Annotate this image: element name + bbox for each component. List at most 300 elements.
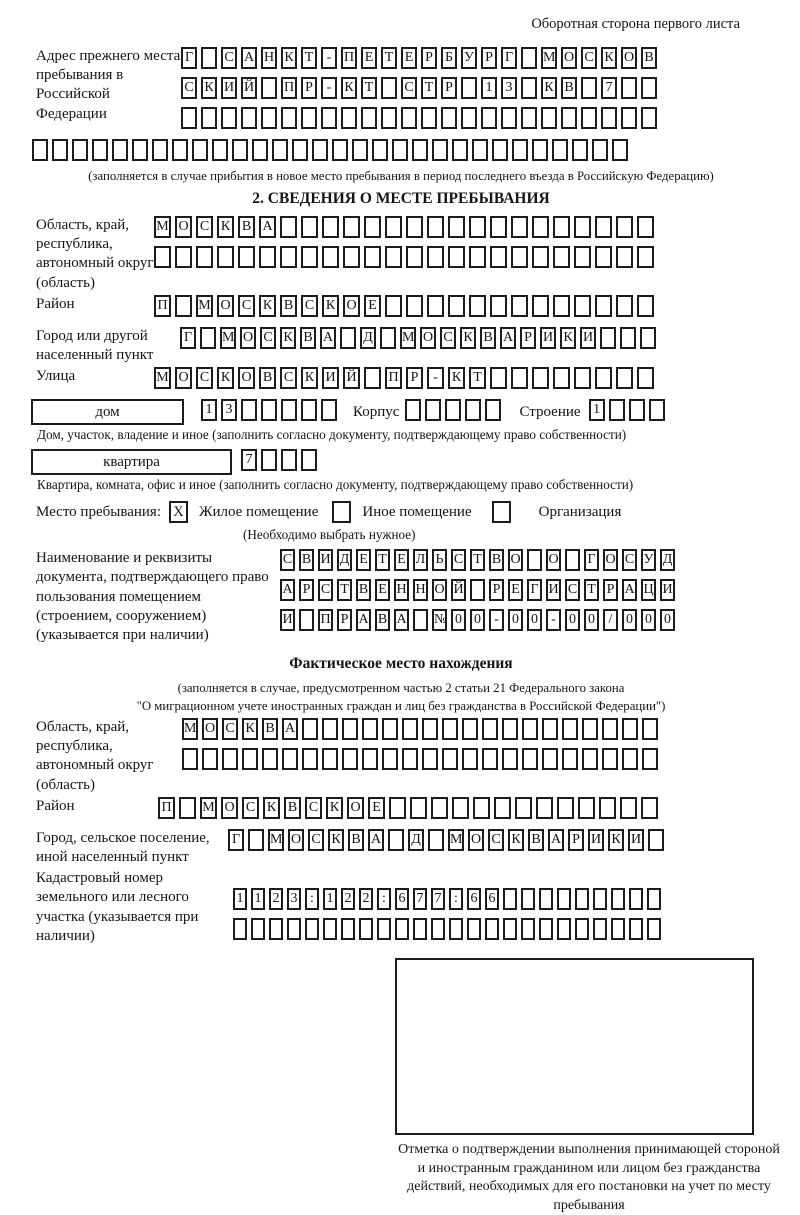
char-cell[interactable]	[172, 139, 188, 161]
char-cell[interactable]: А	[622, 579, 637, 601]
char-cell[interactable]: К	[217, 216, 234, 238]
char-cell[interactable]	[532, 367, 549, 389]
char-cell[interactable]: Г	[527, 579, 542, 601]
char-cell[interactable]	[601, 107, 617, 129]
char-cell[interactable]: А	[356, 609, 371, 631]
char-cell[interactable]	[552, 139, 568, 161]
char-cell[interactable]	[181, 107, 197, 129]
char-cell[interactable]: Д	[337, 549, 352, 571]
char-cell[interactable]: О	[288, 829, 304, 851]
char-cell[interactable]: О	[238, 367, 255, 389]
char-cell[interactable]: 1	[251, 888, 265, 910]
char-cell[interactable]	[112, 139, 128, 161]
char-cell[interactable]	[152, 139, 168, 161]
char-cell[interactable]	[401, 107, 417, 129]
char-cell[interactable]: В	[238, 216, 255, 238]
char-cell[interactable]: В	[641, 47, 657, 69]
char-cell[interactable]	[622, 718, 638, 740]
char-cell[interactable]	[388, 829, 404, 851]
char-cell[interactable]: Р	[520, 327, 536, 349]
char-cell[interactable]: 1	[589, 399, 605, 421]
char-cell[interactable]	[201, 107, 217, 129]
char-cell[interactable]	[629, 399, 645, 421]
char-cell[interactable]	[462, 748, 478, 770]
char-cell[interactable]: Е	[356, 549, 371, 571]
char-cell[interactable]	[382, 718, 398, 740]
char-cell[interactable]	[322, 246, 339, 268]
char-cell[interactable]: -	[321, 77, 337, 99]
char-cell[interactable]: В	[300, 327, 316, 349]
char-cell[interactable]	[521, 47, 537, 69]
char-cell[interactable]: Е	[401, 47, 417, 69]
char-cell[interactable]	[637, 295, 654, 317]
char-cell[interactable]	[467, 918, 481, 940]
char-cell[interactable]: К	[341, 77, 357, 99]
char-cell[interactable]: А	[320, 327, 336, 349]
char-cell[interactable]	[469, 295, 486, 317]
char-cell[interactable]: С	[181, 77, 197, 99]
char-cell[interactable]	[602, 718, 618, 740]
char-cell[interactable]	[262, 748, 278, 770]
char-cell[interactable]	[641, 107, 657, 129]
char-cell[interactable]	[461, 107, 477, 129]
char-cell[interactable]	[611, 918, 625, 940]
char-cell[interactable]	[539, 888, 553, 910]
char-cell[interactable]	[233, 918, 247, 940]
char-cell[interactable]: 6	[395, 888, 409, 910]
char-cell[interactable]	[385, 295, 402, 317]
char-cell[interactable]	[259, 246, 276, 268]
char-cell[interactable]: Т	[375, 549, 390, 571]
char-cell[interactable]: 0	[527, 609, 542, 631]
char-cell[interactable]: С	[318, 579, 333, 601]
char-cell[interactable]: Л	[413, 549, 428, 571]
char-cell[interactable]: Г	[584, 549, 599, 571]
char-cell[interactable]: О	[221, 797, 238, 819]
char-cell[interactable]: Н	[413, 579, 428, 601]
char-cell[interactable]	[343, 216, 360, 238]
char-cell[interactable]	[629, 888, 643, 910]
char-cell[interactable]	[380, 327, 396, 349]
char-cell[interactable]	[562, 748, 578, 770]
char-cell[interactable]	[232, 139, 248, 161]
char-cell[interactable]	[512, 139, 528, 161]
char-cell[interactable]	[553, 216, 570, 238]
char-cell[interactable]: Р	[568, 829, 584, 851]
char-cell[interactable]	[406, 295, 423, 317]
char-cell[interactable]	[431, 918, 445, 940]
char-cell[interactable]	[593, 888, 607, 910]
char-cell[interactable]	[182, 748, 198, 770]
char-cell[interactable]	[452, 797, 469, 819]
char-cell[interactable]	[575, 888, 589, 910]
char-cell[interactable]: Г	[180, 327, 196, 349]
char-cell[interactable]	[406, 216, 423, 238]
char-cell[interactable]: 0	[584, 609, 599, 631]
char-cell[interactable]	[575, 918, 589, 940]
char-cell[interactable]	[532, 216, 549, 238]
char-cell[interactable]	[448, 216, 465, 238]
char-cell[interactable]	[202, 748, 218, 770]
char-cell[interactable]: Б	[441, 47, 457, 69]
char-cell[interactable]	[280, 246, 297, 268]
char-cell[interactable]: Р	[337, 609, 352, 631]
char-cell[interactable]	[132, 139, 148, 161]
char-cell[interactable]	[32, 139, 48, 161]
char-cell[interactable]: Р	[299, 579, 314, 601]
char-cell[interactable]	[323, 918, 337, 940]
char-cell[interactable]	[201, 47, 217, 69]
char-cell[interactable]	[192, 139, 208, 161]
char-cell[interactable]	[175, 246, 192, 268]
char-cell[interactable]	[287, 918, 301, 940]
char-cell[interactable]	[470, 579, 485, 601]
char-cell[interactable]: 0	[641, 609, 656, 631]
char-cell[interactable]: В	[356, 579, 371, 601]
char-cell[interactable]: С	[242, 797, 259, 819]
char-cell[interactable]	[269, 918, 283, 940]
char-cell[interactable]	[647, 888, 661, 910]
char-cell[interactable]: 0	[565, 609, 580, 631]
char-cell[interactable]	[372, 139, 388, 161]
char-cell[interactable]	[522, 748, 538, 770]
char-cell[interactable]: В	[528, 829, 544, 851]
char-cell[interactable]: Й	[343, 367, 360, 389]
char-cell[interactable]: 1	[233, 888, 247, 910]
char-cell[interactable]: К	[601, 47, 617, 69]
char-cell[interactable]: П	[281, 77, 297, 99]
char-cell[interactable]	[582, 748, 598, 770]
char-cell[interactable]	[521, 888, 535, 910]
char-cell[interactable]: Г	[501, 47, 517, 69]
char-cell[interactable]	[462, 718, 478, 740]
char-cell[interactable]: /	[603, 609, 618, 631]
char-cell[interactable]	[616, 246, 633, 268]
char-cell[interactable]: С	[221, 47, 237, 69]
char-cell[interactable]	[200, 327, 216, 349]
char-cell[interactable]: -	[321, 47, 337, 69]
char-cell[interactable]: Р	[406, 367, 423, 389]
char-cell[interactable]	[382, 748, 398, 770]
char-cell[interactable]	[511, 246, 528, 268]
char-cell[interactable]	[342, 748, 358, 770]
char-cell[interactable]: О	[175, 367, 192, 389]
char-cell[interactable]	[272, 139, 288, 161]
char-cell[interactable]: О	[561, 47, 577, 69]
char-cell[interactable]: С	[581, 47, 597, 69]
char-cell[interactable]: П	[154, 295, 171, 317]
char-cell[interactable]: В	[561, 77, 577, 99]
char-cell[interactable]: Ь	[432, 549, 447, 571]
char-cell[interactable]	[175, 295, 192, 317]
char-cell[interactable]	[292, 139, 308, 161]
char-cell[interactable]	[179, 797, 196, 819]
char-cell[interactable]: :	[449, 888, 463, 910]
char-cell[interactable]: О	[217, 295, 234, 317]
char-cell[interactable]: 1	[201, 399, 217, 421]
char-cell[interactable]: 0	[622, 609, 637, 631]
char-cell[interactable]: О	[546, 549, 561, 571]
char-cell[interactable]	[469, 246, 486, 268]
char-cell[interactable]: :	[377, 888, 391, 910]
char-cell[interactable]	[431, 797, 448, 819]
char-cell[interactable]: 0	[508, 609, 523, 631]
char-cell[interactable]: Е	[375, 579, 390, 601]
char-cell[interactable]	[449, 918, 463, 940]
char-cell[interactable]: Е	[394, 549, 409, 571]
char-cell[interactable]: Т	[381, 47, 397, 69]
char-cell[interactable]	[238, 246, 255, 268]
char-cell[interactable]	[448, 246, 465, 268]
char-cell[interactable]: С	[196, 367, 213, 389]
char-cell[interactable]	[281, 107, 297, 129]
char-cell[interactable]	[620, 797, 637, 819]
char-cell[interactable]	[352, 139, 368, 161]
char-cell[interactable]	[251, 918, 265, 940]
char-cell[interactable]	[465, 399, 481, 421]
char-cell[interactable]	[196, 246, 213, 268]
char-cell[interactable]: И	[580, 327, 596, 349]
char-cell[interactable]	[406, 246, 423, 268]
char-cell[interactable]: Н	[394, 579, 409, 601]
char-cell[interactable]: О	[347, 797, 364, 819]
char-cell[interactable]	[221, 107, 237, 129]
char-cell[interactable]	[445, 399, 461, 421]
char-cell[interactable]	[301, 449, 317, 471]
char-cell[interactable]: Т	[337, 579, 352, 601]
char-cell[interactable]	[649, 399, 665, 421]
char-cell[interactable]	[511, 295, 528, 317]
char-cell[interactable]	[322, 718, 338, 740]
char-cell[interactable]	[490, 367, 507, 389]
char-cell[interactable]	[321, 399, 337, 421]
char-cell[interactable]	[448, 295, 465, 317]
char-cell[interactable]	[616, 367, 633, 389]
char-cell[interactable]: С	[280, 367, 297, 389]
char-cell[interactable]: М	[541, 47, 557, 69]
char-cell[interactable]	[302, 718, 318, 740]
char-cell[interactable]	[557, 918, 571, 940]
char-cell[interactable]: 6	[467, 888, 481, 910]
char-cell[interactable]: О	[468, 829, 484, 851]
char-cell[interactable]	[281, 449, 297, 471]
char-cell[interactable]	[482, 718, 498, 740]
char-cell[interactable]	[405, 399, 421, 421]
char-cell[interactable]: А	[548, 829, 564, 851]
char-cell[interactable]: И	[546, 579, 561, 601]
char-cell[interactable]	[392, 139, 408, 161]
char-cell[interactable]: 2	[359, 888, 373, 910]
char-cell[interactable]: Е	[361, 47, 377, 69]
char-cell[interactable]	[532, 295, 549, 317]
char-cell[interactable]: А	[500, 327, 516, 349]
char-cell[interactable]	[620, 327, 636, 349]
char-cell[interactable]	[492, 139, 508, 161]
char-cell[interactable]: В	[480, 327, 496, 349]
char-cell[interactable]	[305, 918, 319, 940]
char-cell[interactable]: К	[263, 797, 280, 819]
char-cell[interactable]	[599, 797, 616, 819]
char-cell[interactable]: С	[565, 579, 580, 601]
char-cell[interactable]	[381, 107, 397, 129]
char-cell[interactable]	[522, 718, 538, 740]
char-cell[interactable]	[261, 77, 277, 99]
char-cell[interactable]: Й	[241, 77, 257, 99]
char-cell[interactable]: Н	[261, 47, 277, 69]
char-cell[interactable]: Д	[660, 549, 675, 571]
char-cell[interactable]	[281, 399, 297, 421]
char-cell[interactable]	[389, 797, 406, 819]
char-cell[interactable]: С	[488, 829, 504, 851]
char-cell[interactable]: О	[202, 718, 218, 740]
char-cell[interactable]: Ц	[641, 579, 656, 601]
char-cell[interactable]	[536, 797, 553, 819]
char-cell[interactable]: О	[343, 295, 360, 317]
char-cell[interactable]	[521, 107, 537, 129]
char-cell[interactable]	[427, 216, 444, 238]
char-cell[interactable]: М	[220, 327, 236, 349]
char-cell[interactable]	[92, 139, 108, 161]
char-cell[interactable]: -	[546, 609, 561, 631]
char-cell[interactable]: 3	[501, 77, 517, 99]
char-cell[interactable]	[241, 107, 257, 129]
char-cell[interactable]: Т	[470, 549, 485, 571]
char-cell[interactable]	[574, 246, 591, 268]
char-cell[interactable]: -	[489, 609, 504, 631]
char-cell[interactable]	[301, 246, 318, 268]
char-cell[interactable]	[572, 139, 588, 161]
char-cell[interactable]: О	[420, 327, 436, 349]
char-cell[interactable]: С	[260, 327, 276, 349]
char-cell[interactable]	[364, 216, 381, 238]
char-cell[interactable]	[642, 718, 658, 740]
char-cell[interactable]	[385, 246, 402, 268]
char-cell[interactable]	[611, 888, 625, 910]
char-cell[interactable]: В	[489, 549, 504, 571]
char-cell[interactable]: С	[238, 295, 255, 317]
char-cell[interactable]	[261, 107, 277, 129]
char-cell[interactable]	[377, 918, 391, 940]
checkbox-inoe[interactable]	[332, 501, 351, 523]
char-cell[interactable]	[592, 139, 608, 161]
char-cell[interactable]: Е	[368, 797, 385, 819]
char-cell[interactable]	[612, 139, 628, 161]
char-cell[interactable]: С	[196, 216, 213, 238]
char-cell[interactable]: В	[259, 367, 276, 389]
char-cell[interactable]: 7	[431, 888, 445, 910]
char-cell[interactable]: И	[628, 829, 644, 851]
char-cell[interactable]: А	[280, 579, 295, 601]
char-cell[interactable]	[640, 327, 656, 349]
char-cell[interactable]	[503, 918, 517, 940]
char-cell[interactable]: 3	[287, 888, 301, 910]
char-cell[interactable]	[242, 748, 258, 770]
char-cell[interactable]	[261, 399, 277, 421]
char-cell[interactable]: К	[508, 829, 524, 851]
char-cell[interactable]	[485, 399, 501, 421]
char-cell[interactable]: К	[201, 77, 217, 99]
char-cell[interactable]	[252, 139, 268, 161]
char-cell[interactable]: П	[158, 797, 175, 819]
char-cell[interactable]	[637, 216, 654, 238]
char-cell[interactable]: С	[622, 549, 637, 571]
char-cell[interactable]: М	[268, 829, 284, 851]
char-cell[interactable]: А	[241, 47, 257, 69]
char-cell[interactable]: В	[375, 609, 390, 631]
char-cell[interactable]: В	[284, 797, 301, 819]
char-cell[interactable]	[241, 399, 257, 421]
char-cell[interactable]	[595, 216, 612, 238]
checkbox-zhiloe[interactable]: X	[169, 501, 188, 523]
char-cell[interactable]: С	[305, 797, 322, 819]
char-cell[interactable]: М	[182, 718, 198, 740]
char-cell[interactable]: М	[400, 327, 416, 349]
char-cell[interactable]: 0	[660, 609, 675, 631]
char-cell[interactable]	[425, 399, 441, 421]
char-cell[interactable]: Т	[421, 77, 437, 99]
char-cell[interactable]	[322, 216, 339, 238]
char-cell[interactable]: Д	[408, 829, 424, 851]
char-cell[interactable]: М	[200, 797, 217, 819]
char-cell[interactable]	[527, 549, 542, 571]
char-cell[interactable]: С	[401, 77, 417, 99]
char-cell[interactable]	[341, 918, 355, 940]
char-cell[interactable]	[442, 718, 458, 740]
char-cell[interactable]	[502, 748, 518, 770]
char-cell[interactable]: 2	[341, 888, 355, 910]
char-cell[interactable]	[565, 549, 580, 571]
char-cell[interactable]: Г	[181, 47, 197, 69]
char-cell[interactable]	[301, 399, 317, 421]
char-cell[interactable]	[581, 77, 597, 99]
char-cell[interactable]	[302, 748, 318, 770]
char-cell[interactable]	[494, 797, 511, 819]
char-cell[interactable]: К	[322, 295, 339, 317]
char-cell[interactable]	[472, 139, 488, 161]
char-cell[interactable]: Р	[421, 47, 437, 69]
char-cell[interactable]: Т	[469, 367, 486, 389]
char-cell[interactable]: №	[432, 609, 447, 631]
char-cell[interactable]: Р	[481, 47, 497, 69]
char-cell[interactable]	[501, 107, 517, 129]
char-cell[interactable]: М	[154, 367, 171, 389]
char-cell[interactable]	[557, 888, 571, 910]
char-cell[interactable]	[648, 829, 664, 851]
char-cell[interactable]	[428, 829, 444, 851]
char-cell[interactable]	[557, 797, 574, 819]
char-cell[interactable]: Р	[441, 77, 457, 99]
char-cell[interactable]	[616, 216, 633, 238]
char-cell[interactable]: В	[280, 295, 297, 317]
char-cell[interactable]	[282, 748, 298, 770]
char-cell[interactable]: К	[242, 718, 258, 740]
char-cell[interactable]	[154, 246, 171, 268]
char-cell[interactable]: К	[281, 47, 297, 69]
char-cell[interactable]	[469, 216, 486, 238]
char-cell[interactable]	[301, 216, 318, 238]
char-cell[interactable]: К	[326, 797, 343, 819]
char-cell[interactable]	[362, 748, 378, 770]
char-cell[interactable]	[621, 107, 637, 129]
char-cell[interactable]	[515, 797, 532, 819]
char-cell[interactable]: С	[301, 295, 318, 317]
char-cell[interactable]	[427, 295, 444, 317]
char-cell[interactable]: С	[451, 549, 466, 571]
char-cell[interactable]: М	[448, 829, 464, 851]
char-cell[interactable]	[561, 107, 577, 129]
char-cell[interactable]	[532, 246, 549, 268]
char-cell[interactable]: С	[440, 327, 456, 349]
